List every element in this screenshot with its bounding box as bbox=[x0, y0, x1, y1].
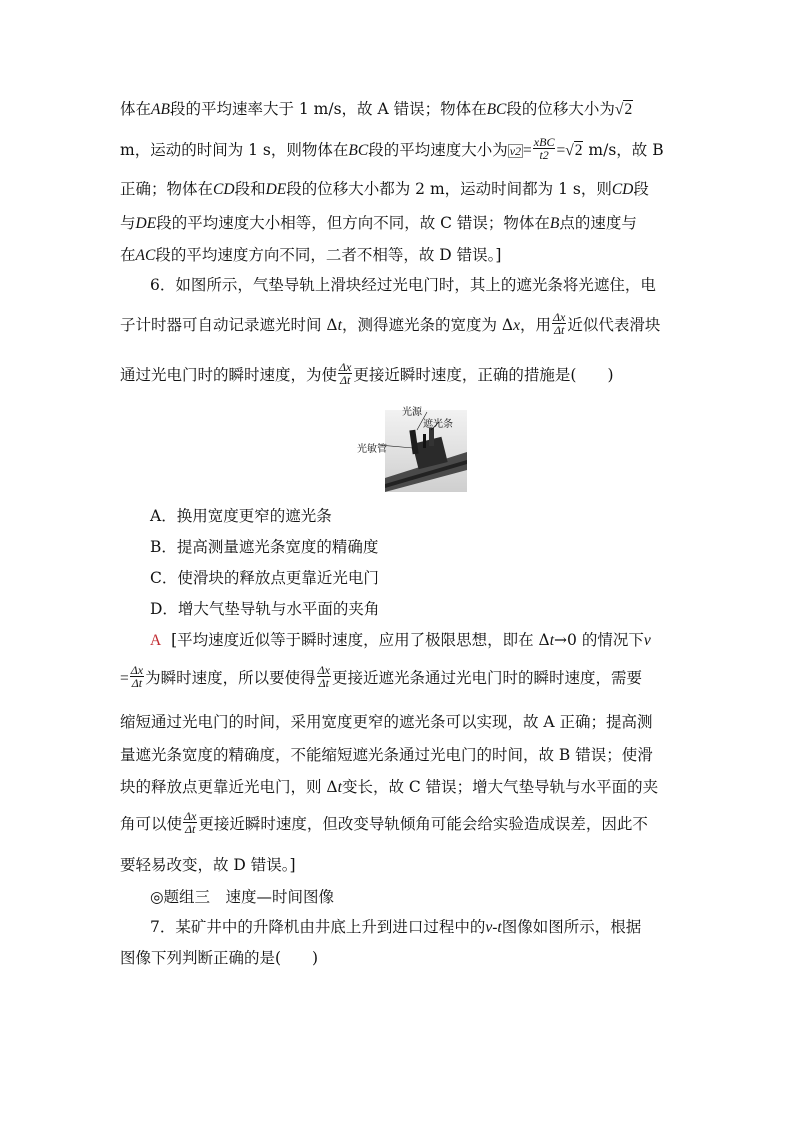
segment-label: BC bbox=[486, 101, 507, 118]
text: 段的平均速度大小相等，但方向不同，故 C 错误；物体在 bbox=[156, 214, 550, 232]
label-photosensitive-tube: 光敏管 bbox=[357, 444, 387, 455]
variable: t bbox=[337, 779, 342, 796]
point-label: B bbox=[549, 215, 560, 232]
text-line bbox=[120, 97, 633, 119]
text: ，测得遮光条的宽度为 Δ bbox=[341, 316, 514, 334]
segment-label: DE bbox=[265, 181, 287, 198]
text: 正确；物体在 bbox=[120, 180, 214, 198]
text: 段的位移大小都为 2 m，运动时间都为 1 s，则 bbox=[286, 180, 612, 198]
question-7-line bbox=[120, 946, 318, 968]
option-a bbox=[150, 504, 332, 526]
text: 通过光电门时的瞬时速度，为使 bbox=[120, 366, 338, 384]
text: 要轻易改变，故 D 错误。] bbox=[120, 856, 296, 874]
text: 更接近瞬时速度，但改变导轨倾角可能会给实验造成误差，因此不 bbox=[198, 815, 648, 833]
text: 近似代表滑块 bbox=[567, 316, 661, 334]
text: 量遮光条宽度的精确度，不能缩短遮光条通过光电门的时间，故 B 错误；使滑 bbox=[120, 746, 653, 764]
segment-label: AB bbox=[151, 101, 170, 118]
segment-label: CD bbox=[611, 181, 634, 198]
option-d bbox=[150, 597, 379, 619]
sqrt-expression: √2 bbox=[565, 142, 583, 159]
text: [平均速度近似等于瞬时速度，应用了极限思想，即在 Δ bbox=[171, 631, 550, 649]
answer-line bbox=[120, 743, 653, 765]
answer-line bbox=[120, 710, 653, 732]
text: m，运动的时间为 1 s，则物体在 bbox=[120, 141, 349, 159]
fraction: $\frac{\text{xBC}}{t2}$ bbox=[533, 134, 555, 162]
text: 体在 bbox=[120, 100, 152, 118]
text: 与 bbox=[120, 214, 136, 232]
text: 段 bbox=[633, 180, 649, 198]
option-b bbox=[150, 535, 378, 557]
text: 子计时器可自动记录遮光时间 Δ bbox=[120, 316, 338, 334]
text: 图像下列判断正确的是( ) bbox=[120, 949, 319, 967]
average-velocity-symbol: v2 bbox=[509, 144, 522, 158]
fraction-dx-dt: $\frac{\Delta x}{\Delta t}$ bbox=[339, 359, 352, 387]
text: 段的平均速度方向不同，二者不相等，故 D 错误。] bbox=[155, 246, 502, 264]
text-line bbox=[120, 177, 649, 199]
text: 更接近瞬时速度，正确的措施是( ) bbox=[353, 366, 614, 384]
option-c bbox=[150, 566, 379, 588]
text: m/s，故 B bbox=[583, 141, 664, 159]
answer-line bbox=[150, 628, 651, 650]
label-light-source: 光源 bbox=[402, 407, 422, 418]
fraction-dx-dt: $\frac{\Delta x}{\Delta t}$ bbox=[317, 662, 331, 690]
text: 段的位移大小为 bbox=[506, 100, 615, 118]
option-text: A．换用宽度更窄的遮光条 bbox=[150, 507, 332, 525]
variable: x bbox=[513, 317, 520, 334]
option-text: B．提高测量遮光条宽度的精确度 bbox=[150, 538, 379, 556]
air-track-figure bbox=[357, 400, 467, 492]
segment-label: BC bbox=[348, 142, 369, 159]
text: 为瞬时速度，所以要使得 bbox=[145, 669, 316, 687]
label-shading-strip: 遮光条 bbox=[423, 419, 453, 430]
text: 点的速度与 bbox=[559, 214, 637, 232]
sqrt-expression: √2 bbox=[614, 101, 633, 118]
text: 在 bbox=[120, 246, 136, 264]
text: 段的平均速度大小为 bbox=[368, 141, 508, 159]
text: 角可以使 bbox=[120, 815, 183, 833]
segment-label: DE bbox=[135, 215, 157, 232]
answer-line bbox=[120, 853, 296, 875]
text-line bbox=[120, 211, 637, 233]
text: 7．某矿井中的升降机由井底上升到进口过程中的 bbox=[150, 918, 486, 936]
fraction-dx-dt: $\frac{\Delta x}{\Delta t}$ bbox=[552, 309, 566, 337]
variable: v bbox=[643, 632, 651, 649]
text: 段的平均速率大于 1 m/s，故 A 错误；物体在 bbox=[169, 100, 487, 118]
fraction-dx-dt: $\frac{\Delta x}{\Delta t}$ bbox=[184, 808, 197, 836]
text: = bbox=[556, 142, 566, 159]
question-7-line bbox=[150, 915, 641, 937]
text: 6．如图所示，气垫导轨上滑块经过光电门时，其上的遮光条将光遮住，电 bbox=[150, 276, 656, 294]
question-6-line bbox=[120, 359, 614, 389]
section-heading bbox=[150, 885, 334, 907]
answer-letter: A bbox=[150, 632, 162, 649]
option-text: C．使滑块的释放点更靠近光电门 bbox=[150, 569, 379, 587]
text-line bbox=[120, 134, 664, 164]
variable: t bbox=[337, 317, 342, 334]
fraction-dx-dt: $\frac{\Delta x}{\Delta t}$ bbox=[130, 662, 144, 690]
text: 缩短通过光电门的时间，采用宽度更窄的遮光条可以实现，故 A 正确；提高测 bbox=[120, 713, 653, 731]
heading-text: ◎题组三 速度—时间图像 bbox=[150, 888, 335, 906]
answer-line bbox=[120, 662, 643, 692]
question-6-line bbox=[120, 309, 661, 339]
text: = bbox=[120, 670, 129, 687]
variable: v-t bbox=[485, 919, 502, 936]
text: →0 的情况下 bbox=[554, 631, 644, 649]
segment-label: CD bbox=[213, 181, 235, 198]
text: 块的释放点更靠近光电门，则 Δ bbox=[120, 778, 338, 796]
answer-line bbox=[120, 808, 648, 838]
segment-label: AC bbox=[135, 247, 156, 264]
text: 段和 bbox=[234, 180, 266, 198]
text: 更接近遮光条通过光电门时的瞬时速度，需要 bbox=[332, 669, 643, 687]
text: = bbox=[523, 142, 532, 159]
text: 变长，故 C 错误；增大气垫导轨与水平面的夹 bbox=[341, 778, 659, 796]
option-text: D．增大气垫导轨与水平面的夹角 bbox=[150, 600, 380, 618]
text-line bbox=[120, 243, 501, 265]
variable: t bbox=[549, 632, 555, 649]
text: ，用 bbox=[519, 316, 551, 334]
question-6-line bbox=[150, 273, 656, 295]
answer-line bbox=[120, 775, 658, 797]
text: 图像如图所示，根据 bbox=[501, 918, 642, 936]
